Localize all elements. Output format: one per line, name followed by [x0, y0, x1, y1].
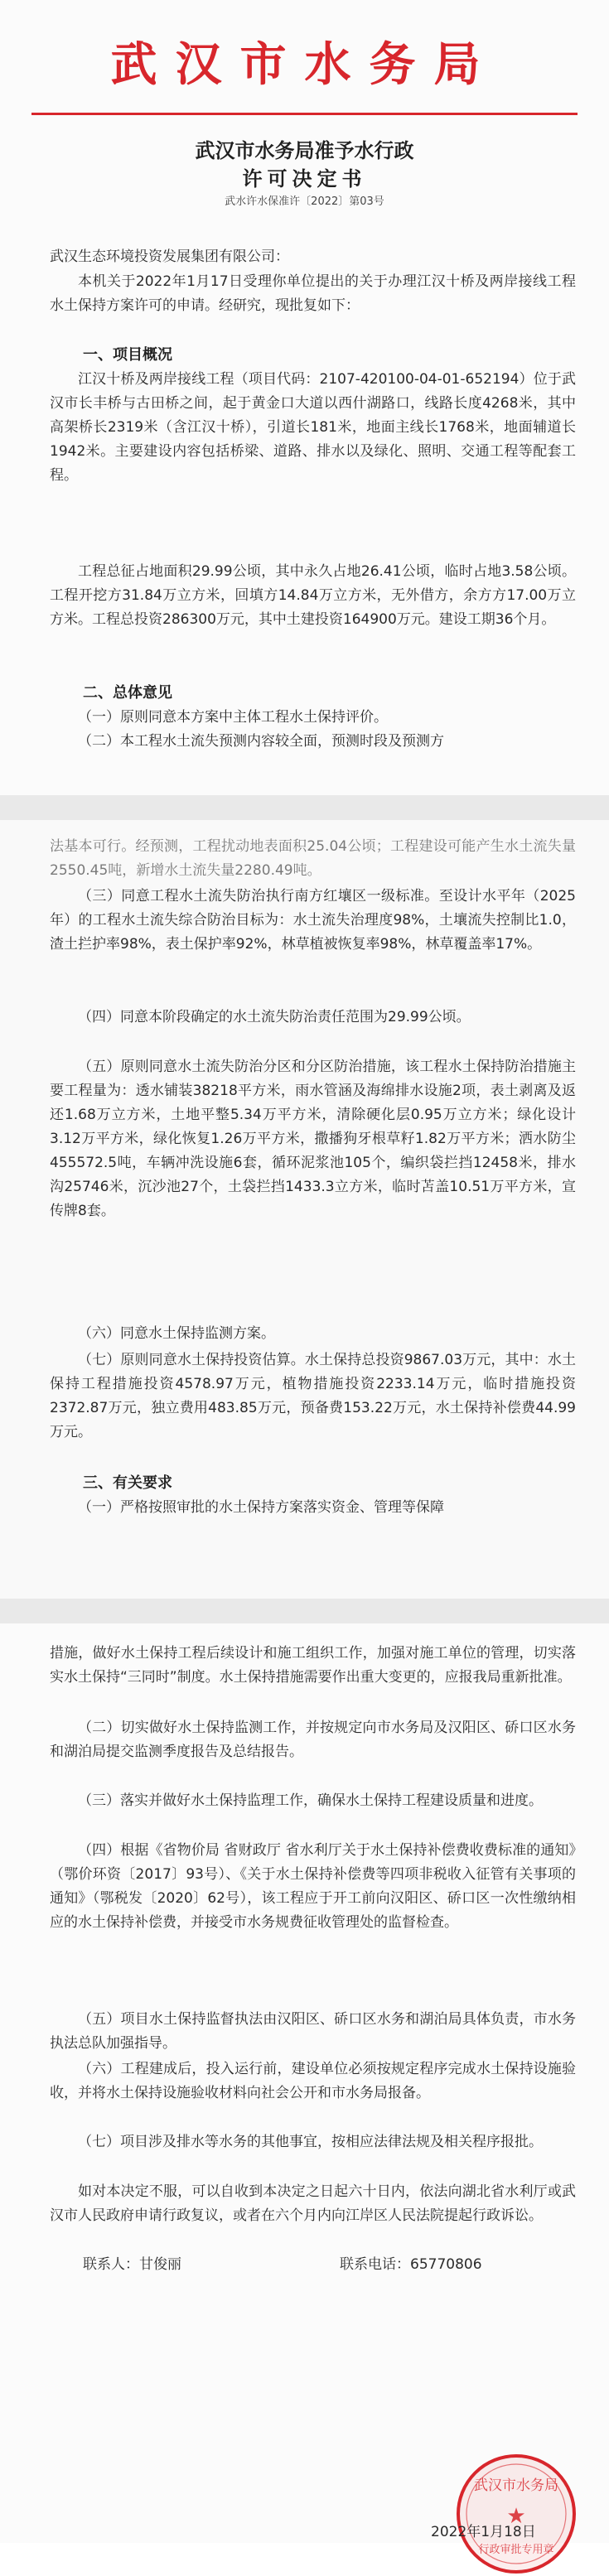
project-overview-para1: 江汉十桥及两岸接线工程（项目代码：2107-420100-04-01-652194）位于武汉市长丰桥与古田桥之间，起于黄金口大道以西什湖路口，线路长度4268米，其中高架桥长2319米（含江汉十桥），引道长181米，地面主线长1768米，地面辅道长1942米。主要建设内容包括桥梁、道路、排水以及绿化、照明、交通工程等配套工程。 [50, 371, 576, 484]
document-page-1 [0, 0, 609, 795]
document-page-3 [0, 1623, 609, 2556]
page-gap [0, 795, 609, 820]
intro-paragraph: 本机关于2022年1月17日受理你单位提出的关于办理江汉十桥及两岸接线工程水土保持方案许可的申请。经研究，现批复如下： [50, 273, 576, 314]
opinion-item-2-cont: 法基本可行。经预测，工程扰动地表面积25.04公顷；工程建设可能产生水土流失量2550.45吨，新增水土流失量2280.49吨。 [50, 838, 576, 879]
opinion-item-2-start: （二）本工程水土流失预测内容较全面，预测时段及预测方 [78, 733, 444, 750]
contact-phone: 联系电话：65770806 [340, 2256, 482, 2273]
requirement-4: （四）根据《省物价局 省财政厅 省水利厅关于水土保持补偿费收费标准的通知》（鄂价环资〔2017〕93号）、《关于水土保持补偿费等四项非税收入征管有关事项的通知》（鄂税发〔2020〕62号），该工程应于开工前向汉阳区、硚口区一次性缴纳相应的水土保持补偿费，并接受市水务规费征收管理处的监督检查。 [50, 1842, 576, 1931]
svg-text:★: ★ [506, 2504, 526, 2529]
addressee: 武汉生态环境投资发展集团有限公司： [50, 248, 289, 265]
svg-text:行政审批专用章: 行政审批专用章 [478, 2544, 554, 2556]
requirement-3: （三）落实并做好水土保持监理工作，确保水土保持工程建设质量和进度。 [78, 1792, 543, 1809]
document-number: 武水许水保准许〔2022〕第03号 [225, 195, 384, 208]
appeal-notice: 如对本决定不服，可以自收到本决定之日起六十日内，依法向湖北省水利厅或武汉市人民政府申请行政复议，或者在六个月内向江岸区人民法院提起行政诉讼。 [50, 2183, 576, 2224]
contact-person: 联系人：甘俊丽 [83, 2256, 181, 2273]
letterhead-divider [31, 113, 578, 115]
opinion-item-7: （七）原则同意水土保持投资估算。水土保持总投资9867.03万元，其中：水土保持工程措施投资4578.97万元，植物措施投资2233.14万元，临时措施投资2372.87万元，独立费用483.85万元，预备费153.22万元，水土保持补偿费44.99万元。 [50, 1352, 576, 1440]
opinion-item-5: （五）原则同意水土流失防治分区和分区防治措施，该工程水土保持防治措施主要工程量为：透水铺装38218平方米，雨水管涵及海绵排水设施2项，表土剥离及返还1.68万立方米，土地平整5.34万平方米，清除硬化层0.95万立方米；绿化设计3.12万平方米，绿化恢复1.26万平方米，撒播狗牙根草籽1.82万平方米；洒水防尘455572.5吨，车辆冲洗设施6套，循环泥浆池105个，编织袋拦挡12458米，排水沟25746米，沉沙池27个，土袋拦挡1433.3立方米，临时苫盖10.51万平方米，宣传牌8套。 [50, 1059, 576, 1219]
decision-date: 2022年1月18日 [431, 2524, 536, 2540]
section-heading-1: 一、项目概况 [83, 346, 172, 364]
section-heading-2: 二、总体意见 [83, 684, 172, 702]
doc-title-line1: 武汉市水务局准予水行政 [195, 138, 414, 162]
opinion-item-3: （三）同意工程水土流失防治执行南方红壤区一级标准。至设计水平年（2025年）的工程水土流失综合防治目标为：水土流失治理度98%，土壤流失控制比1.0，渣土拦护率98%，表土保护率92%，林草植被恢复率98%，林草覆盖率17%。 [50, 888, 576, 953]
requirement-6: （六）工程建成后，投入运行前，建设单位必须按规定程序完成水土保持设施验收，并将水土保持设施验收材料向社会公开和市水务局报备。 [50, 2061, 576, 2101]
svg-text:武汉市水务局: 武汉市水务局 [474, 2477, 558, 2494]
requirement-1-start: （一）严格按照审批的水土保持方案落实资金、管理等保障 [78, 1499, 444, 1516]
document-page-2 [0, 820, 609, 1599]
opinion-item-6: （六）同意水土保持监测方案。 [78, 1325, 275, 1342]
section-heading-3: 三、有关要求 [83, 1474, 172, 1492]
opinion-item-4: （四）同意本阶段确定的水土流失防治责任范围为29.99公顷。 [78, 1009, 471, 1025]
official-seal-icon [454, 2452, 578, 2576]
project-overview-para2: 工程总征占地面积29.99公顷，其中永久占地26.41公顷，临时占地3.58公顷。工程开挖方31.84万立方米，回填方14.84万立方米，无外借方，余方方17.00万立方米。工程总投资286300万元，其中土建投资164900万元。建设工期36个月。 [50, 563, 576, 628]
requirement-5: （五）项目水土保持监督执法由汉阳区、硚口区水务和湖泊局具体负责，市水务执法总队加强指导。 [50, 2011, 576, 2052]
requirement-1-cont: 措施，做好水土保持工程后续设计和施工组织工作，加强对施工单位的管理，切实落实水土保持“三同时”制度。水土保持措施需要作出重大变更的，应报我局重新批准。 [50, 1645, 576, 1686]
doc-title-line2: 许可决定书 [242, 166, 367, 191]
opinion-item-1: （一）原则同意本方案中主体工程水土保持评价。 [78, 709, 388, 726]
requirement-7: （七）项目涉及排水等水务的其他事宜，按相应法律法规及相关程序报批。 [78, 2134, 543, 2150]
letterhead-title: 武汉市水务局 [110, 37, 499, 92]
requirement-2: （二）切实做好水土保持监测工作，并按规定向市水务局及汉阳区、硚口区水务和湖泊局提交监测季度报告及总结报告。 [50, 1720, 576, 1760]
page-gap [0, 1599, 609, 1623]
